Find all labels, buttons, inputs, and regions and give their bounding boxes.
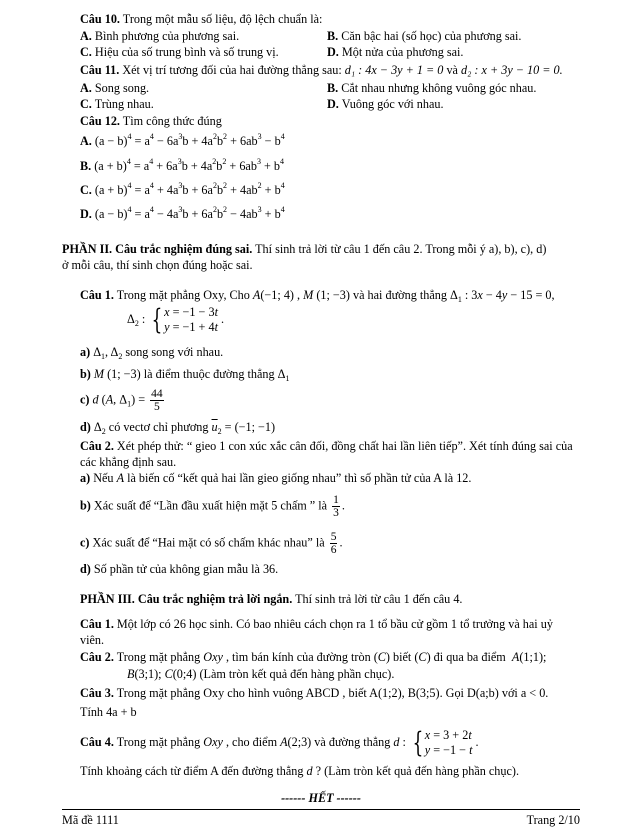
- p2q1-stem: Câu 1. Trong mặt phẳng Oxy, Cho A(−1; 4) , M (1; −3) và hai đường thẳng $\Delta_1$ : 3x − 4y − 15 = 0,: [80, 288, 555, 304]
- p3q4-stem-cont: Tính khoảng cách từ điểm A đến đường thẳng d ? (Làm tròn kết quả đến hàng phần chục).: [80, 764, 519, 778]
- exam-code: Mã đề 1111: [62, 813, 119, 827]
- q10-stem: Câu 10. Trong một mẫu số liệu, độ lệch chuẩn là:: [80, 12, 323, 26]
- q12-option-b: B. $(a + b)^4 = a^4 + 6a^3b + 4a^2b^2 + 6ab^3 + b^4$: [80, 157, 285, 173]
- q12-option-c: C. $(a + b)^4 = a^4 + 4a^3b + 6a^2b^2 + 4ab^2 + b^4$: [80, 181, 285, 197]
- part2-intro: ở mỗi câu, thí sinh chọn đúng hoặc sai.: [62, 258, 253, 272]
- p2q1-item-d: d) $\Delta_2$ có vectơ chỉ phương $\overline{u}_2 = (-1$; −1): [80, 420, 276, 436]
- q12-stem: Câu 12. Tìm công thức đúng: [80, 114, 222, 128]
- q11-option-d: D. Vuông góc với nhau.: [327, 97, 444, 111]
- p2q2-item-d: d) Số phần tử của không gian mẫu là 36.: [80, 562, 279, 576]
- p2q1-delta2-system: $\Delta_2$ : { x = −1 − 3t y = −1 + 4t .: [127, 303, 225, 336]
- part3-heading: PHẦN III. Câu trắc nghiệm trả lời ngắn. Thí sinh trả lời từ câu 1 đến câu 4.: [80, 592, 463, 606]
- p3q1-stem: Câu 1. Một lớp có 26 học sinh. Có bao nhiêu cách chọn ra 1 tổ bầu cử gồm 1 tổ trưởng và hai uỷ: [80, 617, 553, 631]
- q11-option-a: A. Song song.: [80, 81, 150, 95]
- q10-option-d: D. Một nửa của phương sai.: [327, 45, 464, 59]
- p3q3-stem-cont: Tính 4a + b: [80, 705, 137, 719]
- q12-option-d: D. $(a - b)^4 = a^4 - 4a^3b + 6a^2b^2 - 4ab^3 + b^4$: [80, 205, 285, 221]
- end-marker: ------ HẾT ------: [281, 791, 361, 805]
- q11-option-c: C. Trùng nhau.: [80, 97, 154, 111]
- q11-stem: Câu 11. Xét vị trí tương đối của hai đường thẳng sau: d₁ : 4x − 3y + 1 = 0 và d₂ : x + 3y − 10 = 0.: [80, 63, 563, 77]
- p3q2-stem: Câu 2. Trong mặt phẳng Oxy , tìm bán kính của đường tròn (C) biết (C) đi qua ba điểm A(1;1);: [80, 650, 547, 664]
- p2q2-stem: Câu 2. Xét phép thử: “ gieo 1 con xúc xắc cân đối, đồng chất hai lần liên tiếp”. Xét tính đúng sai của: [80, 439, 573, 453]
- q10-option-b: B. Căn bậc hai (số học) của phương sai.: [327, 29, 522, 43]
- q10-option-a: A. Bình phương của phương sai.: [80, 29, 240, 43]
- p3q4-stem: Câu 4. Trong mặt phẳng Oxy , cho điểm A(2;3) và đường thẳng d : { x = 3 + 2t y = −1 − t .: [80, 726, 479, 759]
- p3q1-stem-cont: viên.: [80, 633, 105, 647]
- footer-divider: [62, 809, 580, 810]
- p2q1-item-c: c) d (A, $\Delta_1$) = $\frac{44}{5}$: [80, 388, 163, 413]
- p3q2-stem-cont: B(3;1); C(0;4) (Làm tròn kết quả đến hàng phần chục).: [127, 667, 395, 681]
- p2q1-item-a: a) $\Delta_1$, $\Delta_2$ song song với nhau.: [80, 345, 224, 361]
- q12-option-a: A. $(a - b)^4 = a^4 - 6a^3b + 4a^2b^2 + 6ab^3 - b^4$: [80, 132, 285, 148]
- page-number: Trang 2/10: [526, 813, 580, 827]
- p2q1-item-b: b) M (1; −3) là điểm thuộc đường thẳng $\Delta_1$: [80, 367, 290, 383]
- q11-option-b: B. Cắt nhau nhưng không vuông góc nhau.: [327, 81, 537, 95]
- p2q2-stem-cont: các khẳng định sau.: [80, 455, 177, 469]
- p3q3-stem: Câu 3. Trong mặt phẳng Oxy cho hình vuông ABCD , biết A(1;2), B(3;5). Gọi D(a;b) với a < 0.: [80, 686, 549, 700]
- part2-heading: PHẦN II. Câu trắc nghiệm đúng sai. Thí sinh trả lời từ câu 1 đến câu 2. Trong mỗi ý a), b), c), d): [62, 242, 547, 256]
- p2q2-item-c: c) Xác suất để “Hai mặt có số chấm khác nhau” là $\frac{5}{6}$ .: [80, 531, 343, 556]
- p2q2-item-a: a) Nếu A là biến cố “kết quả hai lần gieo giống nhau” thì số phần tử của A là 12.: [80, 471, 472, 485]
- p2q2-item-b: b) Xác suất để “Lần đầu xuất hiện mặt 5 chấm ” là $\frac{1}{3}$ .: [80, 494, 345, 519]
- q10-option-c: C. Hiệu của số trung bình và số trung vị.: [80, 45, 279, 59]
